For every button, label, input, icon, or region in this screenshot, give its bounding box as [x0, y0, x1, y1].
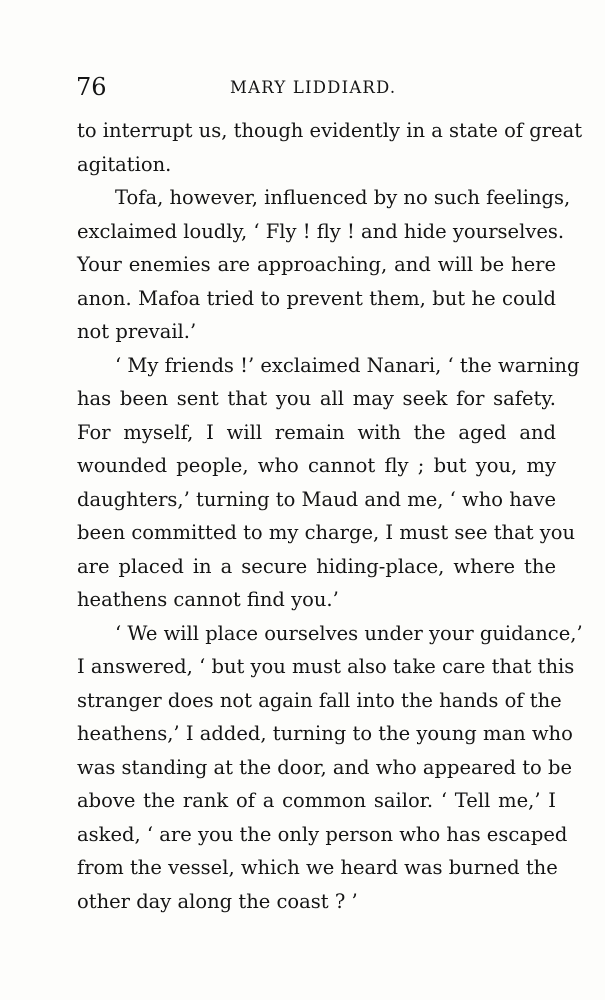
text-line: agitation. — [77, 152, 172, 176]
paragraph — [77, 181, 571, 349]
page-header — [76, 72, 556, 102]
text-line: exclaimed loudly, ‘ Fly ! fly ! and hide yourselves. — [77, 219, 565, 243]
text-line: other day along the coast ? ’ — [77, 889, 358, 913]
text-line: from the vessel, which we heard was burned the — [77, 856, 558, 879]
text-line: Tofa, however, influenced by no such feelings, — [115, 186, 571, 209]
page-number: 76 — [76, 73, 107, 101]
text-line: heathens cannot find you.’ — [77, 588, 339, 611]
text-line: ‘ We will place ourselves under your guidance,’ — [115, 621, 583, 645]
text-line: are placed in a secure hiding-place, where the — [77, 554, 556, 578]
text-line: Your enemies are approaching, and will be here — [77, 253, 556, 276]
text-line: asked, ‘ are you the only person who has escaped — [77, 822, 568, 846]
text-line: ‘ My friends !’ exclaimed Nanari, ‘ the warning — [115, 353, 580, 377]
text-line: anon. Mafoa tried to prevent them, but he could — [77, 286, 556, 310]
paragraph — [77, 114, 583, 181]
text-line: I answered, ‘ but you must also take care that this — [77, 655, 575, 678]
text-line: wounded people, who cannot fly ; but you, my — [77, 454, 556, 477]
text-line: daughters,’ turning to Maud and me, ‘ who have — [77, 487, 556, 511]
text-line: was standing at the door, and who appeared to be — [77, 755, 572, 779]
text-line: stranger does not again fall into the hands of the — [77, 688, 562, 712]
text-line: heathens,’ I added, turning to the young man who — [77, 722, 573, 745]
text-line: For myself, I will remain with the aged and — [77, 420, 556, 444]
text-line: to interrupt us, though evidently in a state of great — [77, 119, 583, 142]
body-text — [77, 114, 583, 918]
text-line: has been sent that you all may seek for safety. — [77, 387, 556, 410]
text-line: been committed to my charge, I must see that you — [77, 521, 576, 544]
text-line: above the rank of a common sailor. ‘ Tell me,’ I — [77, 789, 556, 812]
paragraph — [77, 617, 583, 919]
paragraph — [77, 349, 580, 617]
running-head: MARY LIDDIARD. — [230, 78, 397, 97]
text-line: not prevail.’ — [77, 320, 197, 343]
